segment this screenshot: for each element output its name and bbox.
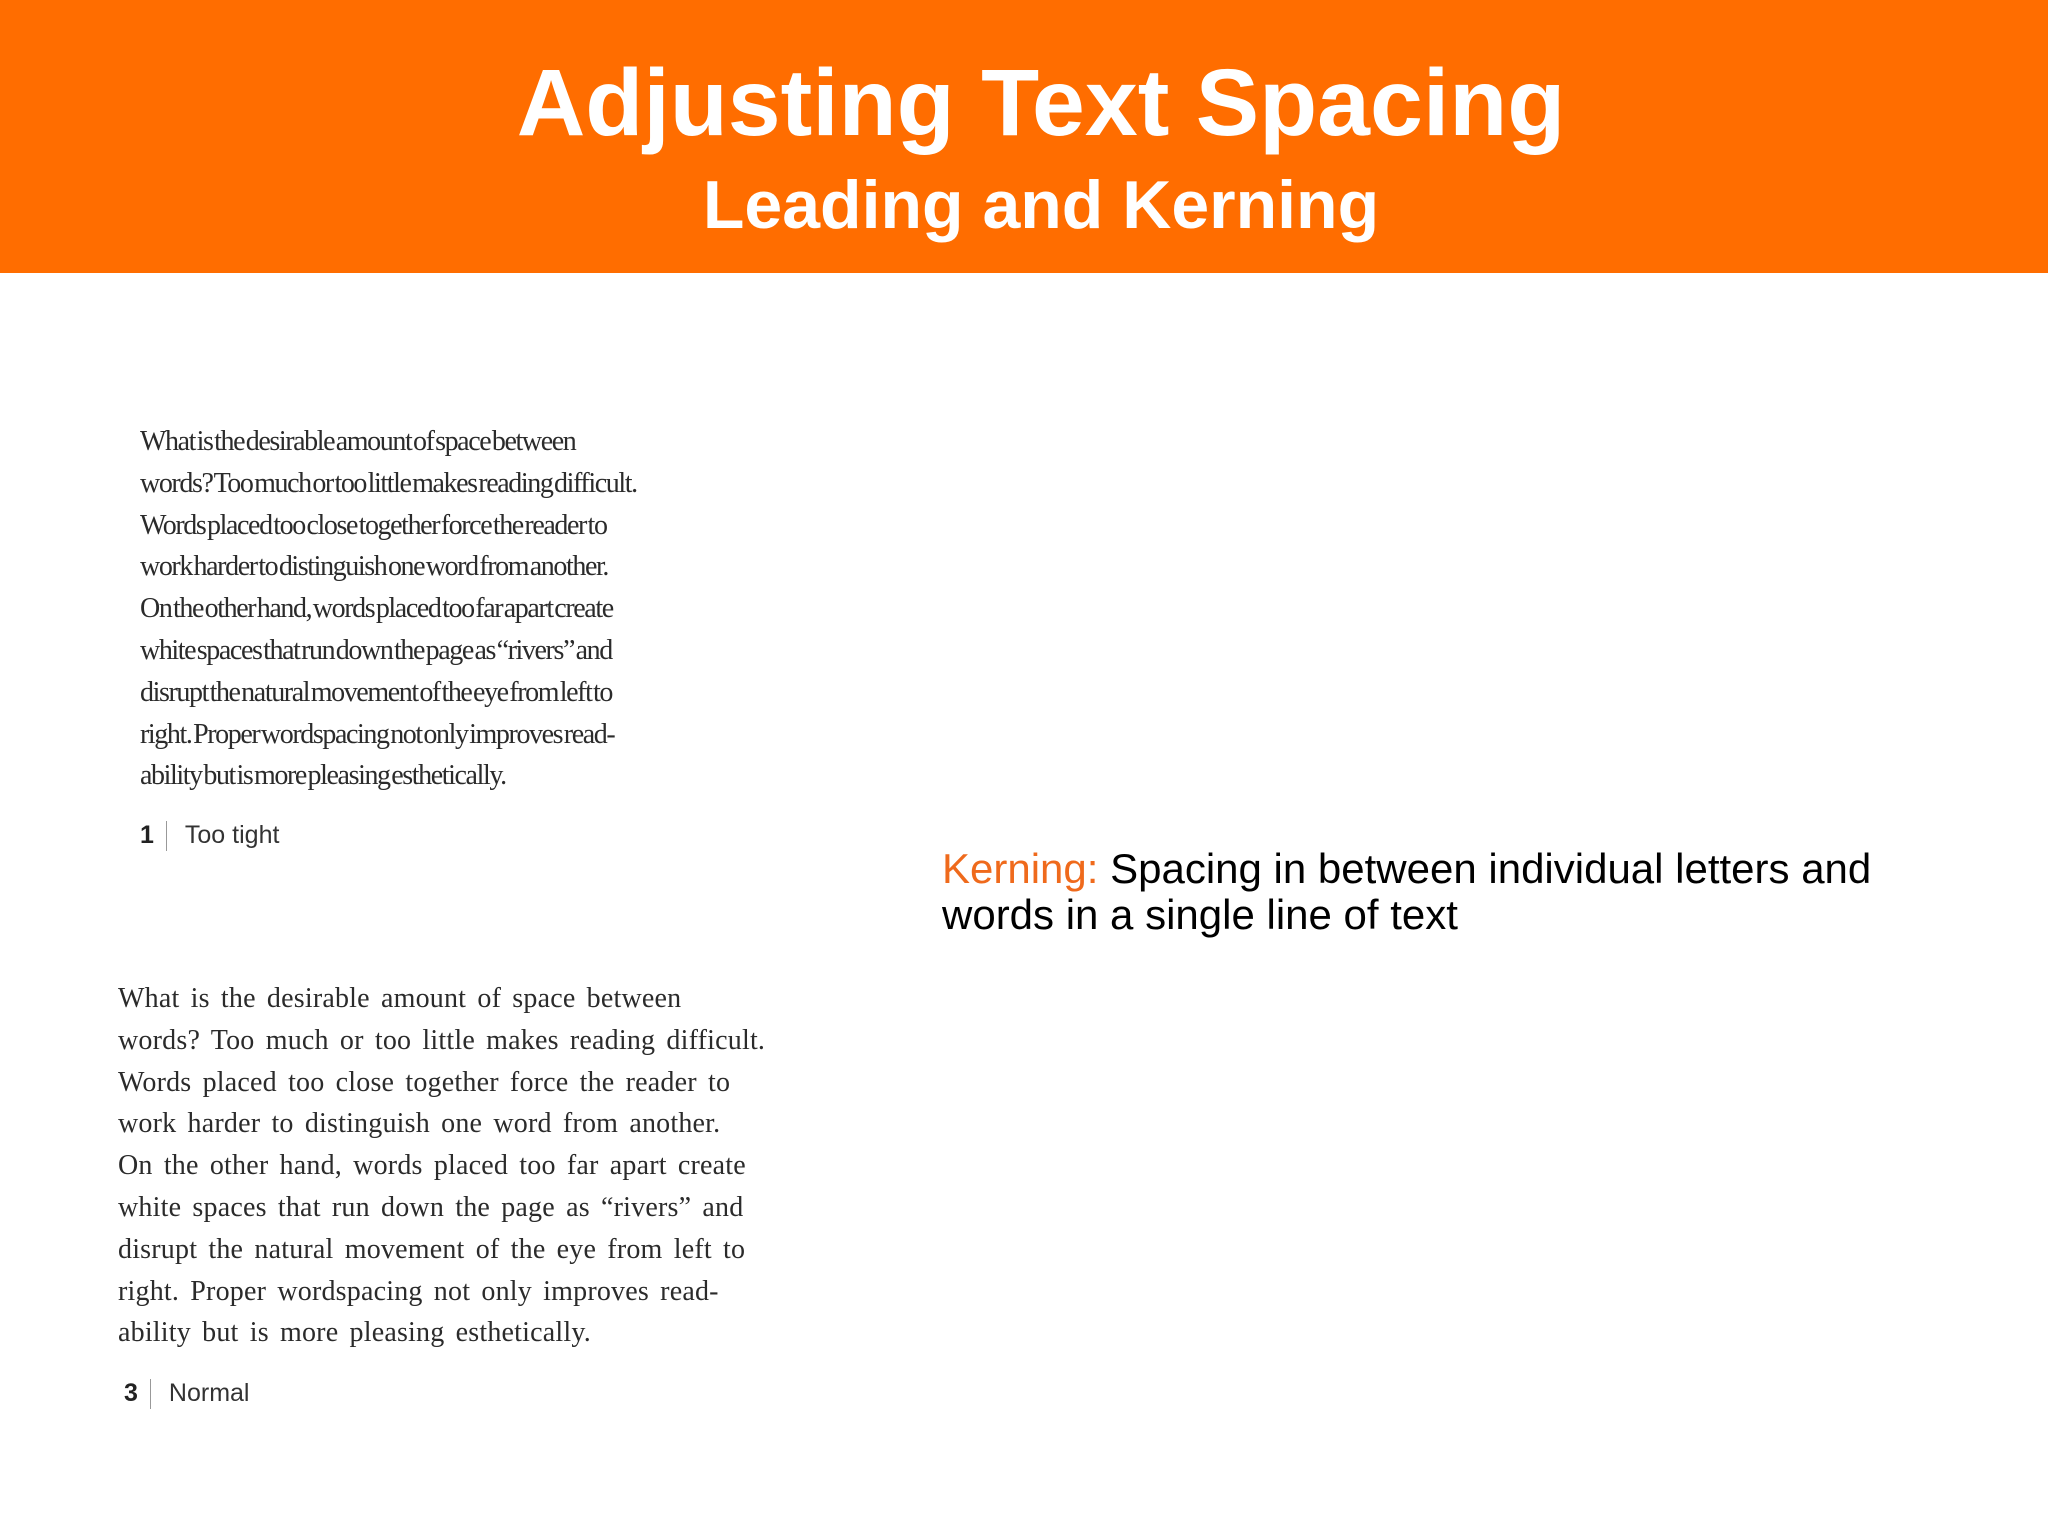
- slide-subtitle: Leading and Kerning: [702, 167, 1380, 243]
- tight-sample-caption: [140, 820, 279, 851]
- sample-line: words? Too much or too little makes reading difficult.: [118, 1024, 766, 1056]
- tight-spacing-sample: [140, 421, 800, 797]
- sample-line: On the other hand, words placed too far apart create: [118, 1150, 746, 1182]
- kerning-definition: [942, 846, 1942, 938]
- caption-number: 3: [124, 1379, 138, 1407]
- caption-label: Too tight: [184, 821, 280, 849]
- sample-line: disrupt the natural movement of the eye from left to: [140, 676, 613, 708]
- normal-spacing-sample: [118, 978, 798, 1354]
- sample-line: ability but is more pleasing esthetically.: [118, 1317, 591, 1349]
- caption-label: Normal: [168, 1379, 250, 1407]
- sample-line: On the other hand, words placed too far apart create: [140, 593, 613, 625]
- caption-divider: [150, 1379, 151, 1409]
- sample-line: What is the desirable amount of space between: [118, 983, 682, 1014]
- sample-line: white spaces that run down the page as “rivers” and: [118, 1191, 744, 1223]
- definition-term: Kerning:: [942, 845, 1099, 892]
- sample-line: words? Too much or too little makes reading difficult.: [140, 467, 637, 499]
- sample-line: work harder to distinguish one word from another.: [118, 1108, 721, 1140]
- sample-line: disrupt the natural movement of the eye from left to: [118, 1233, 746, 1265]
- sample-line: right. Proper wordspacing not only improves read-: [118, 1275, 719, 1307]
- sample-line: white spaces that run down the page as “rivers” and: [140, 634, 612, 666]
- sample-line: Words placed too close together force the reader to: [118, 1066, 731, 1098]
- caption-divider: [166, 821, 167, 851]
- sample-line: work harder to distinguish one word from another.: [140, 551, 608, 583]
- slide-title: Adjusting Text Spacing: [516, 50, 1566, 156]
- definition-text: Spacing in between individual letters and words in a single line of text: [942, 845, 1872, 938]
- sample-line: ability but is more pleasing esthetically.: [140, 760, 506, 792]
- sample-line: right. Proper wordspacing not only improves read-: [140, 718, 615, 750]
- title-banner: [0, 0, 2048, 273]
- caption-number: 1: [140, 821, 154, 849]
- sample-line: What is the desirable amount of space between: [140, 426, 576, 457]
- sample-line: Words placed too close together force the reader to: [140, 509, 607, 541]
- normal-sample-caption: [124, 1378, 249, 1409]
